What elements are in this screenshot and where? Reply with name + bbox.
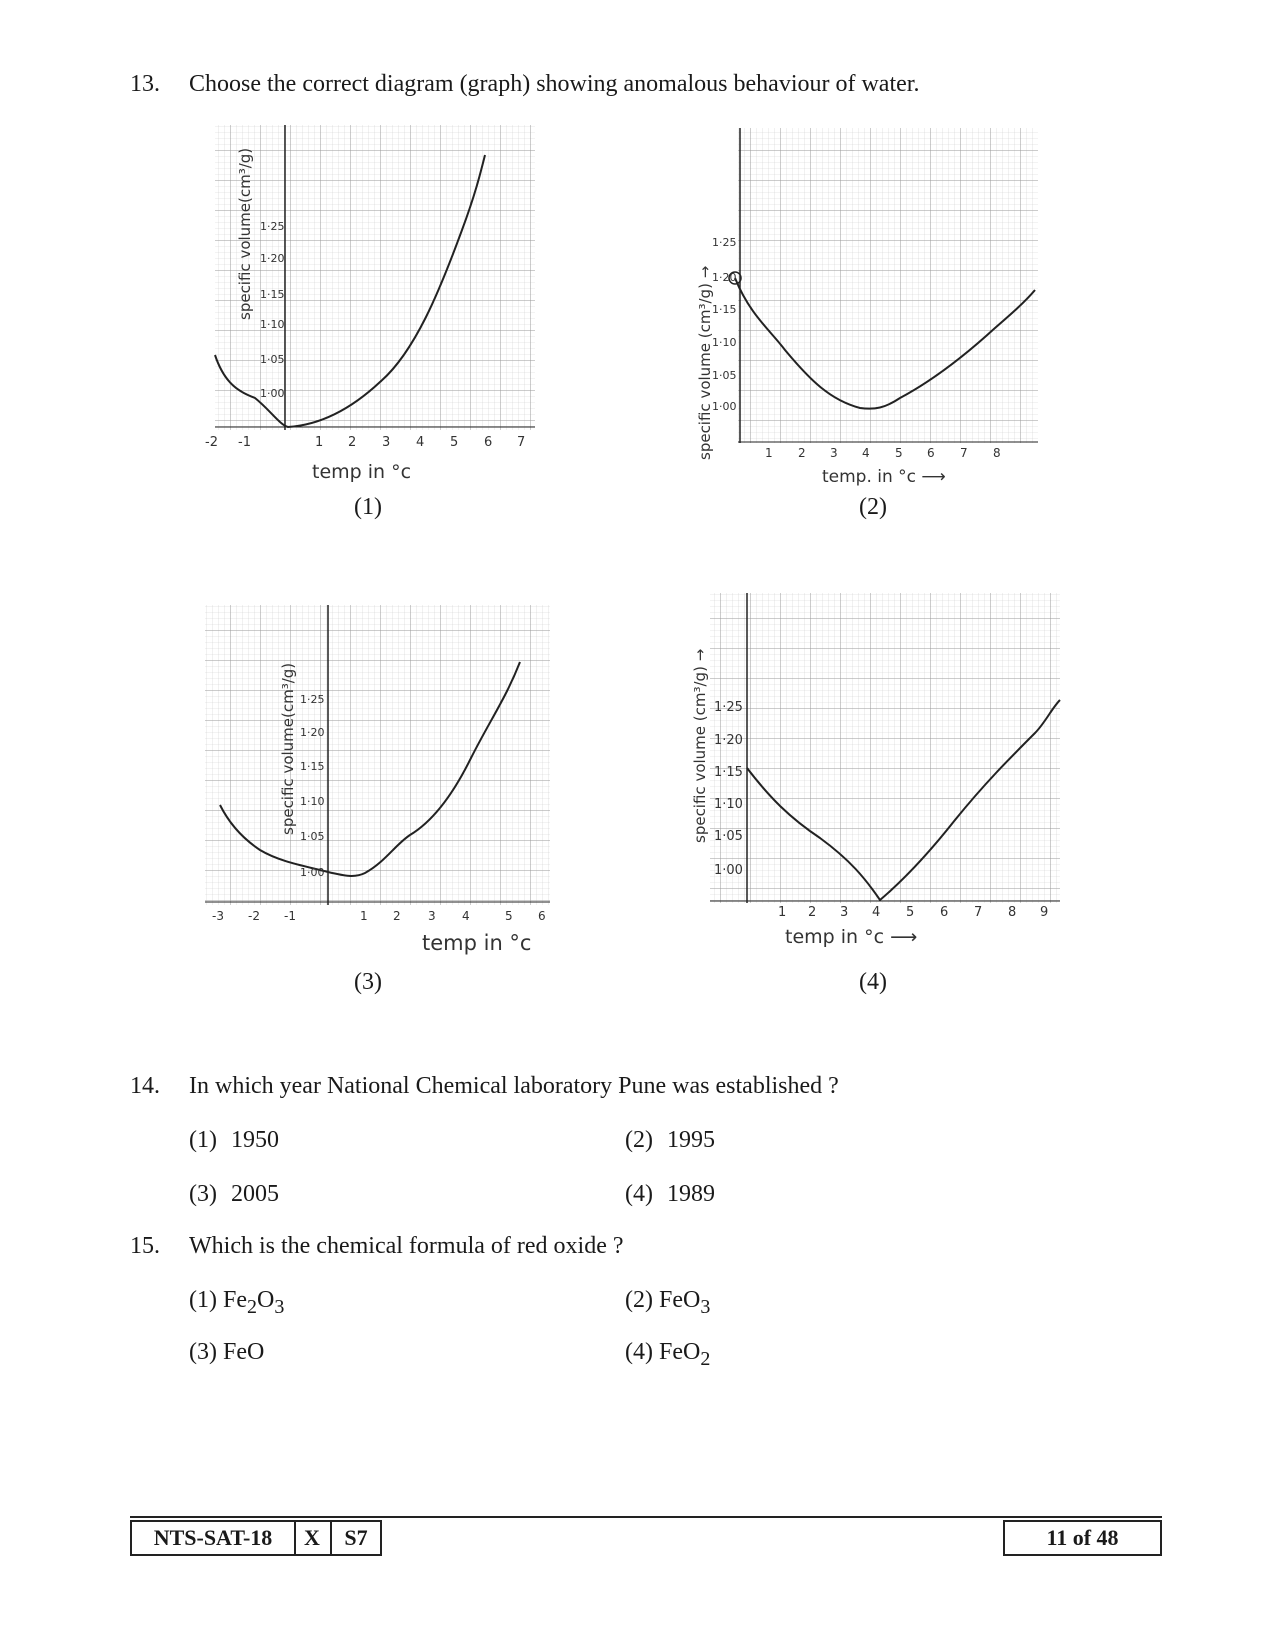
graph-y-label: specific volume (cm³/g) → [691,648,709,843]
option-number: (3) [189,1339,217,1365]
formula-part: FeO [658,1339,701,1365]
option-number: (3) [189,1181,217,1207]
footer-page-number: 11 of 48 [1003,1520,1162,1556]
graph-2 [690,120,1050,490]
option-text: 1989 [667,1181,715,1207]
x-tick: -1 [238,435,251,450]
graph-x-label: temp. in °c ⟶ [822,467,946,487]
y-tick: 1·15 [714,765,743,780]
y-tick: 1·15 [260,288,285,301]
graph-caption: (4) [859,969,887,995]
x-tick: 3 [840,905,849,920]
x-tick: 9 [1040,905,1049,920]
y-tick: 1·20 [714,733,743,748]
x-tick: 6 [940,905,949,920]
question-number: 14. [130,1073,160,1099]
footer-set: S7 [332,1520,382,1556]
x-tick: -3 [212,909,224,923]
footer-exam-code: NTS-SAT-18 [130,1520,296,1556]
option-number: (4) [625,1339,653,1365]
question-15 [0,1232,1275,1262]
option-text: 1995 [667,1127,715,1153]
formula-part: FeO [658,1287,701,1313]
footer-rule [130,1516,1162,1518]
option-15-4[interactable] [625,1338,710,1373]
graph-caption: (3) [354,969,382,995]
y-tick: 1·25 [712,236,737,249]
y-tick: 1·00 [260,387,285,400]
question-number: 15. [130,1233,160,1259]
x-tick: 6 [538,909,546,923]
x-tick: -2 [205,435,218,450]
y-tick: 1·05 [260,353,285,366]
x-tick: 2 [348,435,357,450]
graph-caption: (2) [859,494,887,520]
x-tick: 7 [960,446,968,460]
graph-x-label: temp in °c [312,461,412,483]
y-tick: 1·10 [300,795,325,808]
option-text: 1950 [231,1127,279,1153]
y-tick: 1·10 [712,336,737,349]
question-text: In which year National Chemical laboratory Pune was established ? [189,1073,839,1099]
option-14-1[interactable] [189,1126,279,1154]
x-tick: 8 [993,446,1001,460]
x-tick: 1 [765,446,773,460]
formula-subscript: 2 [700,1347,711,1370]
x-tick: 7 [974,905,983,920]
x-tick: 1 [360,909,368,923]
y-tick: 1·25 [714,700,743,715]
graph-3 [200,600,560,970]
graph-y-label: specific volume(cm³/g) [279,662,297,835]
x-tick: 4 [872,905,881,920]
question-text: Choose the correct diagram (graph) showing anomalous behaviour of water. [189,71,920,97]
x-tick: 2 [798,446,806,460]
graph-caption: (1) [354,494,382,520]
option-number: (2) [625,1127,653,1153]
y-tick: 1·00 [714,863,743,878]
option-number: (1) [189,1287,217,1313]
y-tick: 1·00 [300,866,325,879]
x-tick: 1 [778,905,787,920]
option-15-3[interactable] [189,1338,264,1366]
option-number: (1) [189,1127,217,1153]
x-tick: 4 [862,446,870,460]
x-tick: 4 [462,909,470,923]
x-tick: 4 [416,435,425,450]
x-tick: -2 [248,909,260,923]
formula-subscript: 2 [246,1295,257,1318]
option-15-2[interactable] [625,1286,710,1321]
x-tick: 5 [906,905,915,920]
x-tick: 5 [505,909,513,923]
option-text: 2005 [231,1181,279,1207]
y-tick: 1·25 [300,693,325,706]
x-tick: 6 [484,435,493,450]
y-tick: 1·00 [712,400,737,413]
question-13 [0,70,1275,100]
graph-1 [200,120,545,490]
x-tick: 3 [382,435,391,450]
option-number: (4) [625,1181,653,1207]
y-tick: 1·05 [714,829,743,844]
x-tick: 2 [808,905,817,920]
y-tick: 1·10 [260,318,285,331]
graph-y-label: specific volume(cm³/g) [236,147,254,320]
option-15-1[interactable] [189,1286,284,1321]
x-tick: 8 [1008,905,1017,920]
option-14-2[interactable] [625,1126,715,1154]
x-tick: 3 [830,446,838,460]
y-tick: 1·20 [300,726,325,739]
question-text: Which is the chemical formula of red oxide ? [189,1233,624,1259]
graph-4 [690,588,1070,953]
y-tick: 1·20 [712,271,737,284]
question-14 [0,1072,1275,1102]
x-tick: 7 [517,435,526,450]
x-tick: 2 [393,909,401,923]
formula-subscript: 3 [700,1295,711,1318]
x-tick: 6 [927,446,935,460]
y-tick: 1·25 [260,220,285,233]
formula-part: FeO [222,1339,265,1365]
x-tick: 1 [315,435,324,450]
option-number: (2) [625,1287,653,1313]
y-tick: 1·05 [300,830,325,843]
question-number: 13. [130,71,160,97]
y-tick: 1·10 [714,797,743,812]
option-14-3[interactable] [189,1180,279,1208]
graph-x-label: temp in °c ⟶ [785,926,918,948]
formula-subscript: 3 [274,1295,285,1318]
x-tick: -1 [284,909,296,923]
option-14-4[interactable] [625,1180,715,1208]
x-tick: 5 [895,446,903,460]
y-tick: 1·05 [712,369,737,382]
formula-part: O [256,1287,275,1313]
y-tick: 1·15 [712,303,737,316]
formula-part: Fe [222,1287,247,1313]
y-tick: 1·15 [300,760,325,773]
graph-y-label: specific volume (cm³/g) → [696,265,714,460]
graph-x-label: temp in °c [422,931,532,955]
x-tick: 5 [450,435,459,450]
x-tick: 3 [428,909,436,923]
y-tick: 1·20 [260,252,285,265]
footer-class: X [294,1520,332,1556]
